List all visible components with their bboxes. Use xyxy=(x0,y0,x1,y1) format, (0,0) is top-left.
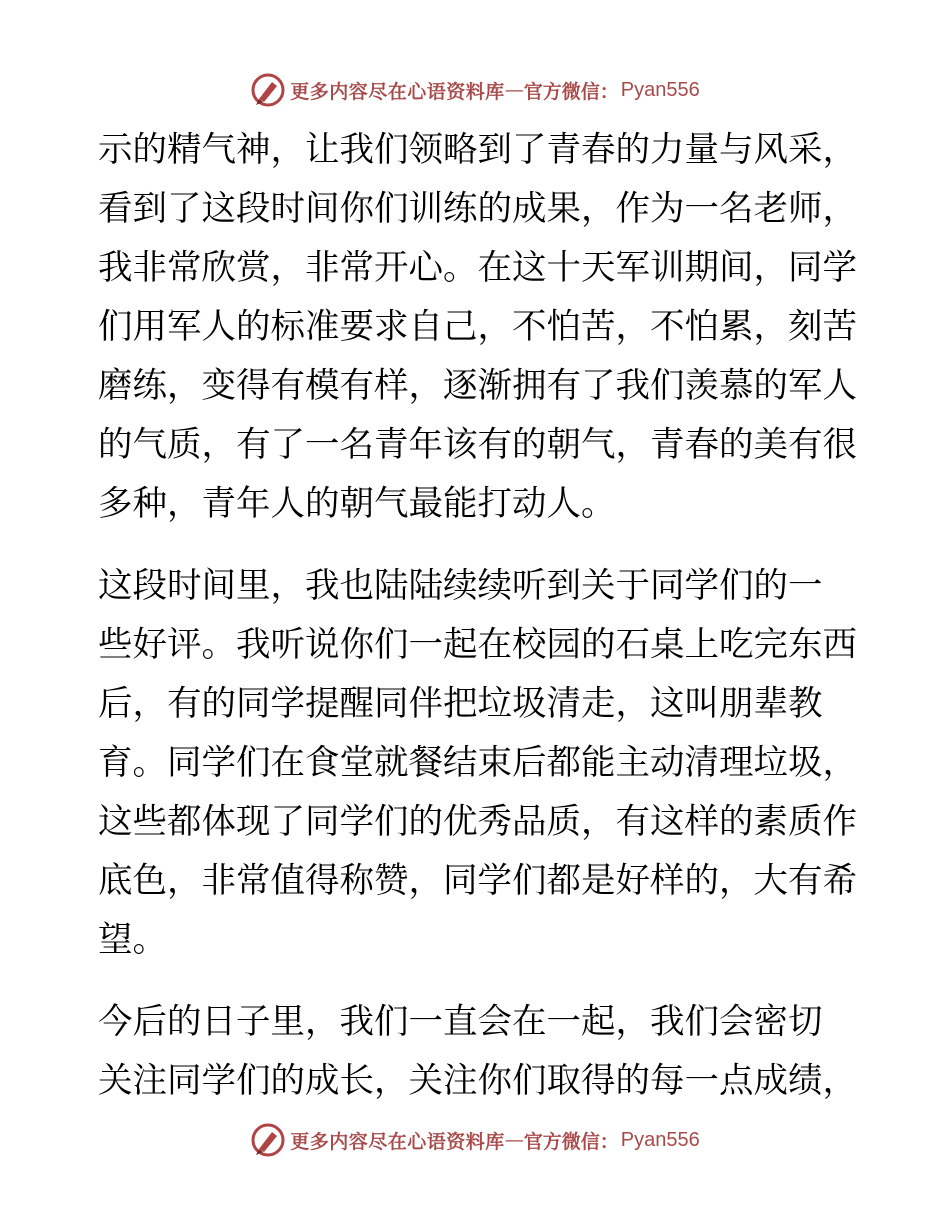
text-line: 育。同学们在食堂就餐结束后都能主动清理垃圾， xyxy=(98,743,857,783)
pen-logo-icon xyxy=(250,72,286,108)
footer-dash: — xyxy=(504,1129,524,1151)
paragraph-gap xyxy=(98,534,858,557)
footer-wechat-id: Pyan556 xyxy=(620,1128,700,1151)
text-line: 的气质，有了一名青年该有的朝气，青春的美有很 xyxy=(98,425,857,465)
footer-site-text: 更多内容尽在心语资料库 xyxy=(290,1130,505,1153)
text-line: 关注同学们的成长，关注你们取得的每一点成绩， xyxy=(98,1061,857,1101)
text-line: 示的精气神，让我们领略到了青春的力量与风采， xyxy=(98,130,857,170)
header-banner xyxy=(0,70,950,110)
text-line: 磨练，变得有模有样，逐渐拥有了我们羡慕的军人 xyxy=(98,366,857,406)
text-line: 后，有的同学提醒同伴把垃圾清走，这叫朋辈教 xyxy=(98,684,823,724)
text-line: 望。 xyxy=(98,920,167,960)
header-dash: — xyxy=(504,79,524,101)
text-line: 今后的日子里，我们一直会在一起，我们会密切 xyxy=(98,1002,823,1042)
text-line: 底色，非常值得称赞，同学们都是好样的，大有希 xyxy=(98,861,857,901)
text-line: 看到了这段时间你们训练的成果，作为一名老师， xyxy=(98,189,857,229)
paragraph-gap xyxy=(98,970,858,993)
text-line: 这段时间里，我也陆陆续续听到关于同学们的一 xyxy=(98,566,823,606)
header-site-text: 更多内容尽在心语资料库 xyxy=(290,80,505,103)
footer-banner xyxy=(0,1120,950,1160)
text-line: 这些都体现了同学们的优秀品质，有这样的素质作 xyxy=(98,802,857,842)
header-wechat-id: Pyan556 xyxy=(620,78,700,101)
footer-wechat-label: 官方微信： xyxy=(523,1130,619,1153)
text-line: 我非常欣赏，非常开心。在这十天军训期间，同学 xyxy=(98,248,857,288)
text-line: 些好评。我听说你们一起在校园的石桌上吃完东西 xyxy=(98,625,857,665)
body-text xyxy=(98,121,858,1111)
paragraph-3 xyxy=(98,993,858,1111)
paragraph-2 xyxy=(98,557,858,970)
pen-logo-icon xyxy=(250,1122,286,1158)
header-wechat-label: 官方微信： xyxy=(523,80,619,103)
text-line: 多种，青年人的朝气最能打动人。 xyxy=(98,484,616,524)
text-line: 们用军人的标准要求自己，不怕苦，不怕累，刻苦 xyxy=(98,307,857,347)
paragraph-1 xyxy=(98,121,858,534)
